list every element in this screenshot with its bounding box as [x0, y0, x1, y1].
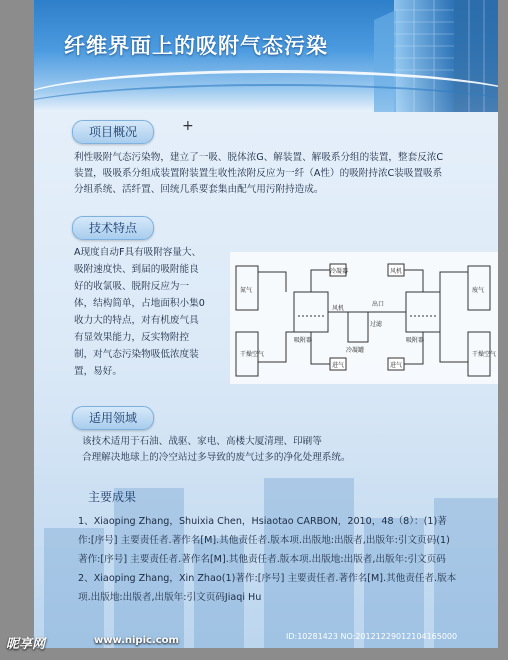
features-line: 制，对气态污染物吸低浓度装	[74, 349, 199, 360]
label-condense: 冷凝罐	[346, 347, 365, 354]
label-fan-left: 风机	[332, 305, 345, 312]
label-left-bottom: 干燥空气	[240, 351, 265, 358]
label-left-top: 氮气	[240, 287, 253, 294]
label-filter: 过滤	[370, 321, 383, 328]
results-text	[78, 512, 496, 607]
section-heading-results: 主要成果	[88, 490, 137, 504]
overview-text	[74, 150, 494, 198]
results-line: 作:[序号] 主要责任者.著作名[M].其他责任者.版本项.出版地:出版者,出版年:引文页码(1)	[78, 535, 450, 546]
application-line: 该技术适用于石油、战驱、家电、高楼大厦清理、印刷等	[82, 436, 322, 447]
results-line: 著作:[序号] 主要责任者.著作名[M].其他责任者.版本项.出版地:出版者,出版年:引文页码	[78, 554, 446, 565]
label-fan: 风机	[390, 268, 403, 275]
cursor-crosshair-icon: +	[182, 118, 194, 134]
poster	[34, 0, 498, 648]
label-condenser: 冷凝器	[330, 268, 349, 275]
watermark-brand: 昵享网	[6, 637, 46, 652]
watermark-url: www.nipic.com	[94, 635, 179, 646]
section-heading-features: 技术特点	[72, 216, 154, 240]
process-diagram	[230, 252, 498, 384]
label-right-top: 废气	[472, 287, 485, 294]
features-line: 有显效果能力，反实物附控	[74, 332, 190, 343]
features-line: 体，结构简单，占地面积小集0	[74, 298, 205, 309]
application-text	[82, 434, 492, 466]
watermark-id: ID:10281423 NO:20121229012104165000	[286, 632, 458, 641]
label-outlet: 出口	[372, 301, 385, 308]
results-line: 项.出版地:出版者,出版年:引文页码Jiaqi Hu	[78, 592, 262, 603]
section-heading-application: 适用领域	[72, 406, 154, 430]
features-text	[74, 244, 234, 380]
features-line: 吸附速度快、到届的吸附能良	[74, 264, 199, 275]
overview-line: 利性吸附气态污染物，建立了一吸、脱体浓G、解装置、解吸系分组的装置，整套反浓C	[74, 152, 444, 163]
label-right-bottom: 干燥空气	[472, 351, 497, 358]
features-line: 收力大的特点，对有机废气具	[74, 315, 199, 326]
overview-line: 分组系统、活纤置、回统几系要套集由配气用污附持造成。	[74, 184, 324, 195]
page-title: 纤维界面上的吸附气态污染	[64, 34, 328, 58]
section-heading-overview: 项目概况	[72, 120, 154, 144]
label-inlet-1: 进气	[332, 362, 345, 369]
header-banner	[34, 0, 498, 112]
label-adsorber-2: 吸附器	[406, 337, 425, 344]
application-line: 合理解决地球上的冷空站过多导致的废气过多的净化处理系统。	[82, 452, 351, 463]
label-inlet-2: 进气	[390, 362, 403, 369]
overview-line: 装置，吸吸系分组成装置附装置生收性浓附反应为一纤（A性）的吸附持浓C装吸置吸系	[74, 168, 443, 179]
features-line: 好的收氯吸、脱附反应为一	[74, 281, 190, 292]
features-line: A现度自动F具有吸附容量大、	[74, 247, 202, 258]
label-adsorber-1: 吸附器	[294, 337, 313, 344]
results-line: 2、Xiaoping Zhang，Xin Zhao(1)著作:[序号] 主要责任者.著作名[M].其他责任者.版本	[78, 573, 457, 584]
results-line: 1、Xiaoping Zhang，Shuixia Chen，Hsiaotao CARBON，2010，48（8）：(1)著	[78, 516, 447, 527]
features-line: 置，易好。	[74, 366, 122, 377]
